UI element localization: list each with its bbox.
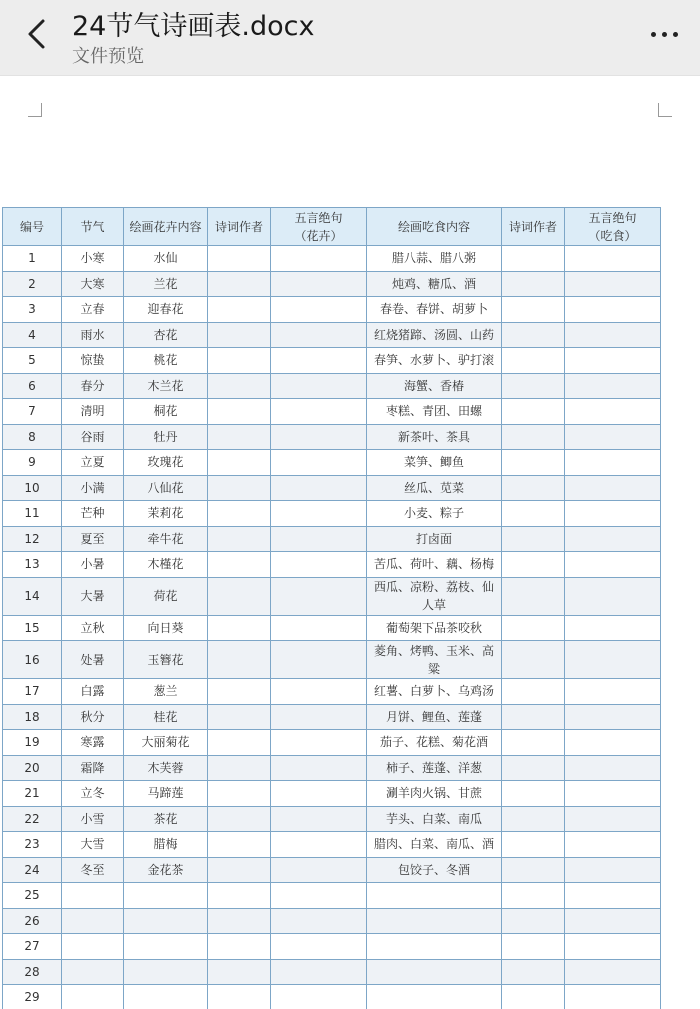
table-cell: 杏花 [124, 322, 208, 348]
table-cell [502, 883, 565, 909]
table-cell [502, 475, 565, 501]
table-cell: 2 [3, 271, 62, 297]
table-cell: 清明 [62, 399, 124, 425]
page-corner-mark [658, 103, 672, 117]
table-cell [208, 552, 271, 578]
table-cell [271, 959, 367, 985]
table-cell [208, 322, 271, 348]
table-cell: 3 [3, 297, 62, 323]
table-cell [502, 271, 565, 297]
table-cell: 13 [3, 552, 62, 578]
table-cell [124, 985, 208, 1009]
table-cell: 迎春花 [124, 297, 208, 323]
table-cell [502, 450, 565, 476]
column-header: 编号 [3, 208, 62, 246]
table-cell [62, 908, 124, 934]
table-cell [502, 704, 565, 730]
table-row [3, 985, 661, 1009]
table-cell: 小麦、粽子 [367, 501, 502, 527]
table-row [3, 806, 661, 832]
table-cell: 桂花 [124, 704, 208, 730]
table-cell: 冬至 [62, 857, 124, 883]
table-cell [502, 348, 565, 374]
table-cell [565, 832, 661, 858]
table-cell: 立冬 [62, 781, 124, 807]
table-cell [271, 450, 367, 476]
table-cell [208, 857, 271, 883]
page-corner-mark [28, 103, 42, 117]
table-cell [271, 475, 367, 501]
table-cell: 丝瓜、苋菜 [367, 475, 502, 501]
table-cell [271, 297, 367, 323]
table-cell [502, 641, 565, 679]
table-cell [502, 755, 565, 781]
table-row [3, 271, 661, 297]
table-cell [271, 934, 367, 960]
table-cell [565, 755, 661, 781]
table-cell: 向日葵 [124, 615, 208, 641]
table-cell [271, 857, 367, 883]
table-cell [565, 526, 661, 552]
table-cell: 炖鸡、糖瓜、酒 [367, 271, 502, 297]
table-cell: 寒露 [62, 730, 124, 756]
table-cell [502, 832, 565, 858]
table-cell: 芒种 [62, 501, 124, 527]
table-cell [208, 526, 271, 552]
table-row [3, 348, 661, 374]
table-cell [271, 348, 367, 374]
table-cell [502, 424, 565, 450]
table-row [3, 615, 661, 641]
table-cell: 玫瑰花 [124, 450, 208, 476]
table-cell: 大寒 [62, 271, 124, 297]
table-cell [208, 934, 271, 960]
table-cell [565, 424, 661, 450]
table-cell: 菜笋、鲫鱼 [367, 450, 502, 476]
table-cell: 18 [3, 704, 62, 730]
table-cell [367, 959, 502, 985]
table-cell [208, 348, 271, 374]
table-cell: 大丽菊花 [124, 730, 208, 756]
table-cell: 秋分 [62, 704, 124, 730]
table-cell: 红烧猪蹄、汤圆、山药 [367, 322, 502, 348]
table-cell: 葱兰 [124, 679, 208, 705]
table-cell [208, 959, 271, 985]
table-cell [565, 908, 661, 934]
table-cell [565, 552, 661, 578]
table-cell: 包饺子、冬酒 [367, 857, 502, 883]
table-cell: 15 [3, 615, 62, 641]
table-cell: 10 [3, 475, 62, 501]
table-cell [565, 348, 661, 374]
document-title: 24节气诗画表.docx [72, 11, 315, 42]
table-cell [208, 475, 271, 501]
table-cell [271, 526, 367, 552]
table-row [3, 424, 661, 450]
table-row [3, 755, 661, 781]
table-cell [502, 679, 565, 705]
table-cell: 腊八蒜、腊八粥 [367, 246, 502, 272]
back-button[interactable] [18, 16, 54, 52]
column-header: 节气 [62, 208, 124, 246]
table-cell [208, 424, 271, 450]
table-cell [208, 679, 271, 705]
table-cell [271, 271, 367, 297]
more-dots-icon [651, 32, 656, 37]
table-cell [565, 857, 661, 883]
table-cell: 惊蛰 [62, 348, 124, 374]
table-cell [271, 641, 367, 679]
table-cell [208, 246, 271, 272]
table-cell: 29 [3, 985, 62, 1009]
table-cell: 小满 [62, 475, 124, 501]
table-cell [271, 781, 367, 807]
table-cell [62, 985, 124, 1009]
table-cell: 立春 [62, 297, 124, 323]
table-cell: 菱角、烤鸭、玉米、高粱 [367, 641, 502, 679]
table-cell [565, 399, 661, 425]
table-cell: 12 [3, 526, 62, 552]
table-cell [208, 373, 271, 399]
table-cell: 春笋、水萝卜、驴打滚 [367, 348, 502, 374]
table-row [3, 934, 661, 960]
table-row [3, 857, 661, 883]
table-row [3, 373, 661, 399]
table-row [3, 297, 661, 323]
table-cell: 处暑 [62, 641, 124, 679]
table-cell [565, 934, 661, 960]
table-cell: 西瓜、凉粉、荔枝、仙人草 [367, 577, 502, 615]
table-cell [565, 475, 661, 501]
table-cell [502, 857, 565, 883]
table-cell [62, 959, 124, 985]
table-cell: 牵牛花 [124, 526, 208, 552]
table-cell [565, 781, 661, 807]
table-cell [565, 959, 661, 985]
table-row [3, 641, 661, 679]
table-cell [502, 526, 565, 552]
table-cell [271, 730, 367, 756]
table-cell [502, 577, 565, 615]
table-row [3, 679, 661, 705]
table-row [3, 908, 661, 934]
table-cell: 大暑 [62, 577, 124, 615]
table-cell: 小暑 [62, 552, 124, 578]
table-row [3, 501, 661, 527]
table-cell [271, 424, 367, 450]
table-row [3, 552, 661, 578]
table-cell: 雨水 [62, 322, 124, 348]
table-cell [502, 959, 565, 985]
table-cell [502, 373, 565, 399]
table-cell [208, 704, 271, 730]
table-cell [367, 934, 502, 960]
table-cell: 八仙花 [124, 475, 208, 501]
table-cell [565, 322, 661, 348]
table-cell: 23 [3, 832, 62, 858]
column-header: 绘画花卉内容 [124, 208, 208, 246]
table-cell [502, 552, 565, 578]
table-cell: 7 [3, 399, 62, 425]
solar-terms-table [2, 207, 661, 1009]
table-cell [565, 806, 661, 832]
top-bar [0, 0, 700, 76]
table-cell [124, 883, 208, 909]
table-cell: 腊肉、白菜、南瓜、酒 [367, 832, 502, 858]
table-cell: 玉簪花 [124, 641, 208, 679]
table-cell: 20 [3, 755, 62, 781]
table-cell [565, 985, 661, 1009]
table-cell: 16 [3, 641, 62, 679]
table-cell [565, 373, 661, 399]
table-cell: 木兰花 [124, 373, 208, 399]
table-cell: 22 [3, 806, 62, 832]
chevron-left-icon [25, 18, 47, 50]
table-cell [124, 908, 208, 934]
table-cell: 桃花 [124, 348, 208, 374]
table-cell: 夏至 [62, 526, 124, 552]
table-cell: 28 [3, 959, 62, 985]
table-cell: 小雪 [62, 806, 124, 832]
table-cell [208, 399, 271, 425]
table-cell [62, 934, 124, 960]
table-cell: 1 [3, 246, 62, 272]
table-cell [271, 552, 367, 578]
table-cell: 立秋 [62, 615, 124, 641]
table-row [3, 450, 661, 476]
table-cell: 26 [3, 908, 62, 934]
table-cell: 小寒 [62, 246, 124, 272]
table-cell [271, 246, 367, 272]
table-cell: 苦瓜、荷叶、藕、杨梅 [367, 552, 502, 578]
table-row [3, 577, 661, 615]
table-cell [271, 501, 367, 527]
table-cell [367, 908, 502, 934]
column-header: 诗词作者 [502, 208, 565, 246]
table-cell: 19 [3, 730, 62, 756]
table-cell [502, 730, 565, 756]
table-cell: 马蹄莲 [124, 781, 208, 807]
table-cell [208, 985, 271, 1009]
table-cell: 5 [3, 348, 62, 374]
table-cell [565, 577, 661, 615]
table-cell [565, 730, 661, 756]
table-cell [271, 373, 367, 399]
table-cell: 涮羊肉火锅、甘蔗 [367, 781, 502, 807]
table-row [3, 322, 661, 348]
table-row [3, 781, 661, 807]
table-cell [502, 297, 565, 323]
table-row [3, 246, 661, 272]
table-cell: 海蟹、香椿 [367, 373, 502, 399]
table-cell: 腊梅 [124, 832, 208, 858]
table-cell: 月饼、鲤鱼、莲蓬 [367, 704, 502, 730]
table-header-row [3, 208, 661, 246]
table-cell: 14 [3, 577, 62, 615]
table-cell [208, 577, 271, 615]
column-header: 五言绝句 （吃食） [565, 208, 661, 246]
column-header: 绘画吃食内容 [367, 208, 502, 246]
table-cell: 柿子、莲蓬、洋葱 [367, 755, 502, 781]
table-cell [124, 959, 208, 985]
table-cell: 立夏 [62, 450, 124, 476]
table-cell [502, 908, 565, 934]
table-cell [208, 730, 271, 756]
table-cell [271, 985, 367, 1009]
table-cell [208, 908, 271, 934]
table-cell: 新茶叶、茶具 [367, 424, 502, 450]
table-row [3, 704, 661, 730]
table-cell [271, 399, 367, 425]
table-cell [271, 615, 367, 641]
table-cell [502, 615, 565, 641]
document-preview[interactable] [0, 77, 700, 1009]
table-cell: 24 [3, 857, 62, 883]
table-cell: 27 [3, 934, 62, 960]
table-row [3, 475, 661, 501]
table-cell: 芋头、白菜、南瓜 [367, 806, 502, 832]
table-cell [565, 501, 661, 527]
table-cell [208, 615, 271, 641]
table-cell [565, 883, 661, 909]
table-cell [271, 704, 367, 730]
table-cell: 牡丹 [124, 424, 208, 450]
table-cell: 霜降 [62, 755, 124, 781]
table-cell [62, 883, 124, 909]
table-cell [271, 755, 367, 781]
table-cell [502, 934, 565, 960]
table-cell: 谷雨 [62, 424, 124, 450]
table-cell: 大雪 [62, 832, 124, 858]
column-header: 诗词作者 [208, 208, 271, 246]
table-cell: 9 [3, 450, 62, 476]
table-cell: 红薯、白萝卜、乌鸡汤 [367, 679, 502, 705]
table-cell [271, 577, 367, 615]
table-cell: 荷花 [124, 577, 208, 615]
table-cell: 8 [3, 424, 62, 450]
table-cell [271, 883, 367, 909]
table-cell [208, 271, 271, 297]
table-cell [367, 883, 502, 909]
table-cell: 枣糕、青团、田螺 [367, 399, 502, 425]
table-cell [208, 297, 271, 323]
table-cell [565, 450, 661, 476]
table-cell [208, 641, 271, 679]
table-cell [208, 806, 271, 832]
table-cell: 茄子、花糕、菊花酒 [367, 730, 502, 756]
table-cell [565, 246, 661, 272]
table-cell: 桐花 [124, 399, 208, 425]
table-cell: 水仙 [124, 246, 208, 272]
table-cell: 木芙蓉 [124, 755, 208, 781]
table-cell [502, 501, 565, 527]
table-cell: 兰花 [124, 271, 208, 297]
table-cell [565, 297, 661, 323]
table-cell [502, 806, 565, 832]
table-cell: 6 [3, 373, 62, 399]
table-cell [502, 399, 565, 425]
table-cell [565, 615, 661, 641]
table-cell [208, 781, 271, 807]
table-cell: 茶花 [124, 806, 208, 832]
table-cell [208, 755, 271, 781]
table-cell [271, 806, 367, 832]
table-cell [565, 271, 661, 297]
table-cell [367, 985, 502, 1009]
table-cell: 11 [3, 501, 62, 527]
table-row [3, 730, 661, 756]
table-row [3, 399, 661, 425]
table-cell: 金花茶 [124, 857, 208, 883]
table-cell: 白露 [62, 679, 124, 705]
table-cell [502, 781, 565, 807]
table-cell [565, 704, 661, 730]
table-cell [565, 679, 661, 705]
more-options-button[interactable] [640, 20, 688, 48]
table-cell [208, 501, 271, 527]
table-cell [502, 246, 565, 272]
table-cell [271, 832, 367, 858]
table-cell: 打卤面 [367, 526, 502, 552]
table-cell [208, 883, 271, 909]
table-cell: 春卷、春饼、胡萝卜 [367, 297, 502, 323]
table-cell [271, 679, 367, 705]
table-cell [271, 908, 367, 934]
column-header: 五言绝句 （花卉） [271, 208, 367, 246]
document-subtitle: 文件预览 [72, 46, 144, 67]
table-cell [124, 934, 208, 960]
table-cell: 葡萄架下品茶咬秋 [367, 615, 502, 641]
table-cell [271, 322, 367, 348]
table-cell: 21 [3, 781, 62, 807]
table-cell [502, 985, 565, 1009]
table-row [3, 883, 661, 909]
table-cell: 17 [3, 679, 62, 705]
table-cell [208, 450, 271, 476]
table-cell [565, 641, 661, 679]
table-row [3, 832, 661, 858]
table-cell [502, 322, 565, 348]
table-cell: 木槿花 [124, 552, 208, 578]
table-row [3, 959, 661, 985]
table-cell: 春分 [62, 373, 124, 399]
table-row [3, 526, 661, 552]
table-cell [208, 832, 271, 858]
table-cell: 25 [3, 883, 62, 909]
table-cell: 茉莉花 [124, 501, 208, 527]
table-cell: 4 [3, 322, 62, 348]
